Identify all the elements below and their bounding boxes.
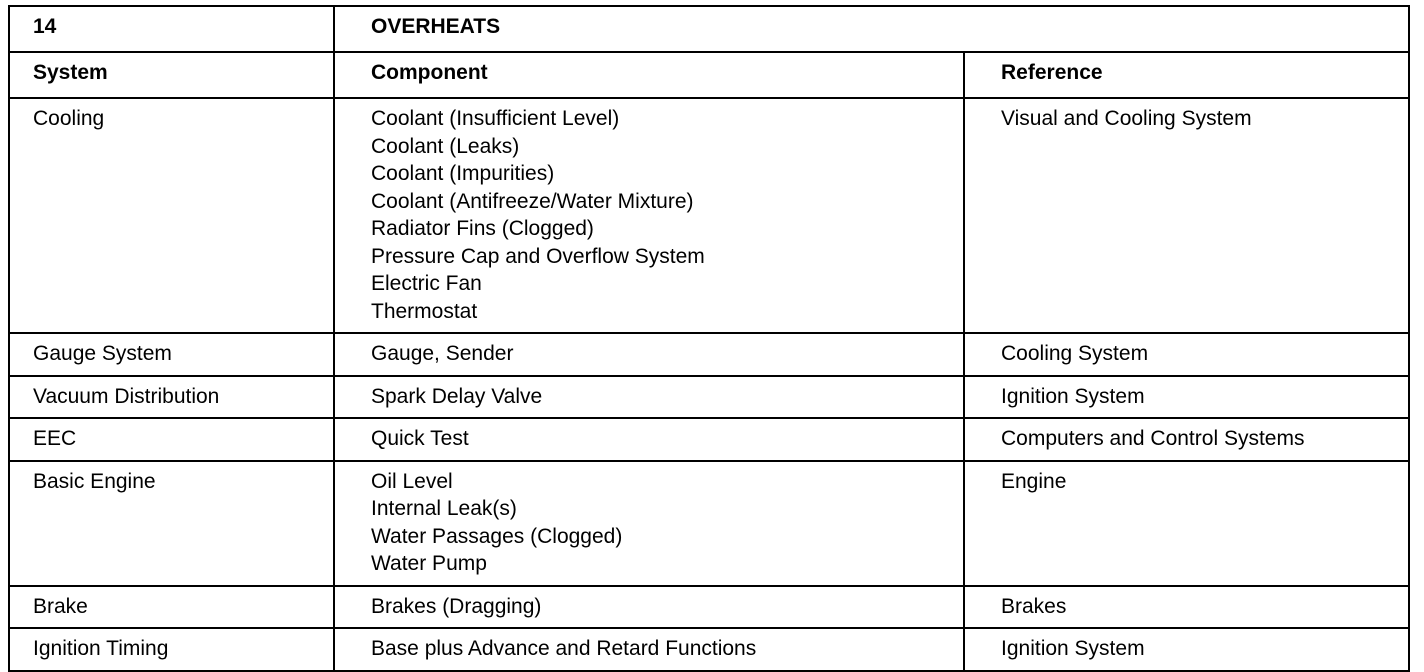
table-body bbox=[9, 6, 1409, 671]
system-cell: Gauge System bbox=[9, 333, 334, 376]
component-item: Quick Test bbox=[371, 427, 469, 450]
table-row bbox=[9, 418, 1409, 461]
component-item: Base plus Advance and Retard Functions bbox=[371, 637, 757, 660]
component-item: Oil Level bbox=[371, 469, 453, 493]
system-cell: EEC bbox=[9, 418, 334, 461]
component-item: Spark Delay Valve bbox=[371, 384, 543, 408]
table-row bbox=[9, 586, 1409, 629]
title-row bbox=[9, 6, 1409, 52]
reference-cell: Engine bbox=[964, 461, 1409, 586]
component-cell bbox=[334, 461, 964, 586]
component-item: Electric Fan bbox=[371, 272, 482, 295]
header-row bbox=[9, 52, 1409, 98]
component-cell bbox=[334, 418, 964, 461]
system-cell: Cooling bbox=[9, 98, 334, 333]
component-item: Pressure Cap and Overflow System bbox=[371, 244, 705, 268]
reference-cell: Brakes bbox=[964, 586, 1409, 629]
component-item: Coolant (Leaks) bbox=[371, 134, 520, 158]
component-cell bbox=[334, 628, 964, 671]
reference-cell: Visual and Cooling System bbox=[964, 98, 1409, 333]
table-row bbox=[9, 376, 1409, 419]
table-row bbox=[9, 461, 1409, 586]
component-cell bbox=[334, 98, 964, 333]
reference-cell: Cooling System bbox=[964, 333, 1409, 376]
reference-cell: Computers and Control Systems bbox=[964, 418, 1409, 461]
component-item: Water Passages (Clogged) bbox=[371, 524, 623, 548]
symptom-code: 14 bbox=[9, 6, 334, 52]
component-item: Gauge, Sender bbox=[371, 342, 514, 365]
table-row bbox=[9, 333, 1409, 376]
component-item: Coolant (Impurities) bbox=[371, 162, 555, 185]
overheats-diagnosis-table bbox=[8, 5, 1410, 672]
system-cell: Vacuum Distribution bbox=[9, 376, 334, 419]
table-row bbox=[9, 628, 1409, 671]
component-item: Coolant (Insufficient Level) bbox=[371, 107, 620, 130]
symptom-title: OVERHEATS bbox=[334, 6, 1409, 52]
column-header-component: Component bbox=[334, 52, 964, 98]
system-cell: Basic Engine bbox=[9, 461, 334, 586]
system-cell: Brake bbox=[9, 586, 334, 629]
component-cell bbox=[334, 586, 964, 629]
table-row bbox=[9, 98, 1409, 333]
reference-cell: Ignition System bbox=[964, 376, 1409, 419]
component-item: Water Pump bbox=[371, 552, 487, 575]
column-header-reference: Reference bbox=[964, 52, 1409, 98]
component-cell bbox=[334, 333, 964, 376]
component-item: Internal Leak(s) bbox=[371, 497, 517, 520]
component-cell bbox=[334, 376, 964, 419]
system-cell: Ignition Timing bbox=[9, 628, 334, 671]
component-item: Thermostat bbox=[371, 299, 478, 323]
column-header-system: System bbox=[9, 52, 334, 98]
component-item: Radiator Fins (Clogged) bbox=[371, 217, 594, 240]
component-item: Coolant (Antifreeze/Water Mixture) bbox=[371, 189, 694, 213]
reference-cell: Ignition System bbox=[964, 628, 1409, 671]
component-item: Brakes (Dragging) bbox=[371, 594, 542, 618]
